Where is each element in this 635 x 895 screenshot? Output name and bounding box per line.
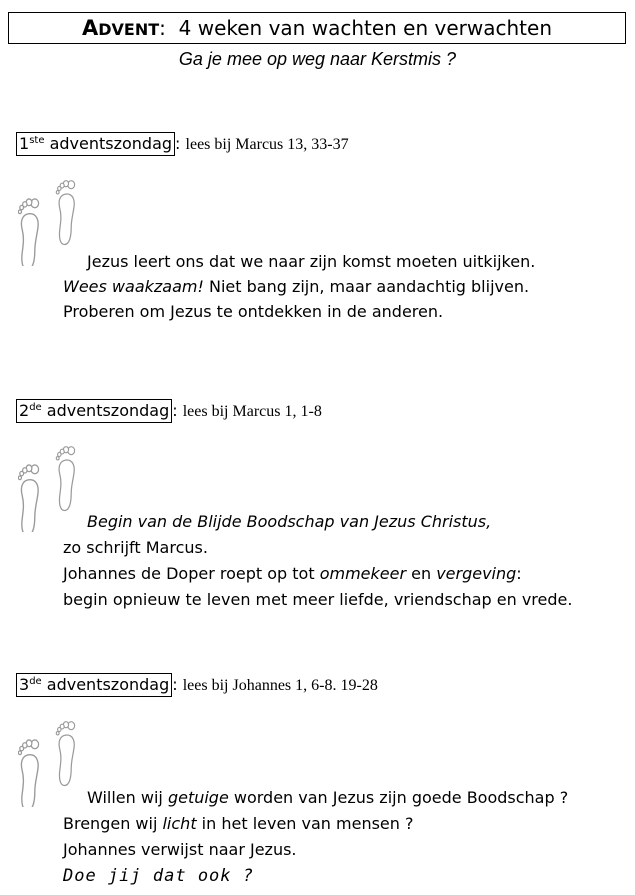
text-run: in het leven van mensen ? [196,814,414,833]
text-run: ommekeer [319,564,407,583]
text-run: Wees waakzaam! [63,277,204,296]
title-initial: A [82,16,99,40]
section-2-line [87,512,491,532]
section-suffix: de [29,676,42,687]
section-3-line [63,840,297,860]
text-run: zo schrijft Marcus. [63,538,208,557]
section-colon: : [172,675,178,694]
section-3-line [63,814,414,834]
reading-reference: lees bij Johannes 1, 6-8. 19-28 [182,677,378,694]
text-run: Begin van de Blijde Boodschap van Jezus Christus, [87,512,492,531]
title-caps: DVENT [98,20,160,39]
section-1-line [63,277,529,297]
text-run: Johannes de Doper roept op tot [63,564,320,583]
section-2-line [63,538,208,558]
section-colon: : [172,401,178,420]
text-run: Jezus leert ons dat we naar zijn komst moeten uitkijken. [87,252,536,271]
section-label: adventszondag [46,401,170,420]
subtitle: Ga je mee op weg naar Kerstmis ? [178,49,457,69]
section-suffix: ste [29,135,45,146]
footprints-icon [18,178,92,266]
section-1-label-box [16,132,175,156]
section-1-line [63,302,443,322]
text-run: Johannes verwijst naar Jezus. [63,840,297,859]
reading-reference: lees bij Marcus 1, 1-8 [182,403,322,420]
footprints-icon [18,444,92,532]
text-run: en [406,564,437,583]
section-1-heading [16,134,349,154]
section-colon: : [175,134,181,153]
section-1-line [87,252,535,272]
text-run: Doe jij dat ook ? [63,866,254,886]
text-run: licht [162,814,197,833]
section-3-line [63,866,254,886]
text-run: Willen wij [87,788,168,807]
text-run: Brengen wij [63,814,163,833]
title-text: 4 weken van wachten en verwachten [178,16,552,40]
text-run: Proberen om Jezus te ontdekken in de anderen. [63,302,444,321]
section-2-label-box [16,399,172,423]
text-run: getuige [167,788,229,807]
section-2-line [63,590,572,610]
reading-reference: lees bij Marcus 13, 33-37 [185,136,349,153]
section-2-heading [16,401,322,421]
section-label: adventszondag [49,134,173,153]
footprints-icon [18,719,92,807]
text-run: vergeving [436,564,517,583]
text-run: Niet bang zijn, maar aandachtig blijven. [203,277,530,296]
section-3-label-box [16,673,172,697]
section-number: 1 [19,134,30,153]
section-label: adventszondag [46,675,170,694]
section-suffix: de [29,402,42,413]
section-2-line [63,564,522,584]
text-run: : [516,564,522,583]
section-number: 2 [19,401,30,420]
title-colon: : [159,16,166,40]
page-title [8,12,626,44]
section-3-line [87,788,568,808]
text-run: begin opnieuw te leven met meer liefde, vriendschap en vrede. [63,590,573,609]
section-number: 3 [19,675,30,694]
section-3-heading [16,675,378,695]
text-run: worden van Jezus zijn goede Boodschap ? [228,788,569,807]
